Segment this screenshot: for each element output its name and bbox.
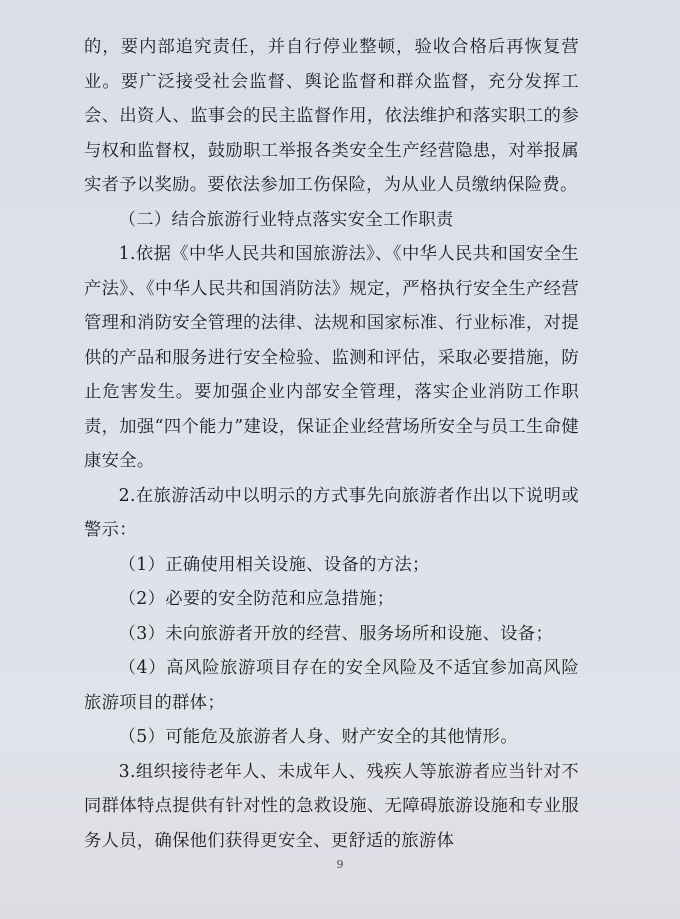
subitem-2: （2）必要的安全防范和应急措施； (118, 589, 395, 609)
paragraph-item-2: 2.在旅游活动中以明示的方式事先向旅游者作出以下说明或警示： (84, 485, 579, 540)
page-number: 9 (336, 858, 344, 871)
paragraph-continuation: 的，要内部追究责任，并自行停业整顿，验收合格后再恢复营业。要广泛接受社会监督、舆论监督和群众监督，充分发挥工会、出资人、监事会的民主监督作用，依法维护和落实职工的参与权和监督权，鼓励职工举报各类安全生产经营隐患，对举报属实者予以奖励。要依法参加工伤保险，为从业人员缴纳保险费。 (84, 37, 579, 195)
subitem-5: （5）可能危及旅游者人身、财产安全的其他情形。 (118, 727, 518, 747)
paragraph-item-1: 1.依据《中华人民共和国旅游法》、《中华人民共和国安全生产法》、《中华人民共和国消防法》规定，严格执行安全生产经营管理和消防安全管理的法律、法规和国家标准、行业标准，对提供的产品和服务进行安全检验、监测和评估，采取必要措施，防止危害发生。要加强企业内部安全管理，落实企业消防工作职责，加强“四个能力”建设，保证企业经营场所安全与员工生命健康安全。 (84, 244, 579, 471)
paragraph-item-3: 3.组织接待老年人、未成年人、残疾人等旅游者应当针对不同群体特点提供有针对性的急救设施、无障碍旅游设施和专业服务人员，确保他们获得更安全、更舒适的旅游体 (84, 761, 579, 851)
subitem-3: （3）未向旅游者开放的经营、服务场所和设施、设备； (118, 623, 554, 644)
section-heading: （二）结合旅游行业特点落实安全工作职责 (118, 209, 454, 230)
subitem-4: （4）高风险旅游项目存在的安全风险及不适宜参加高风险旅游项目的群体； (84, 658, 579, 713)
subitem-1: （1）正确使用相关设施、设备的方法； (118, 554, 430, 575)
document-body (84, 30, 579, 858)
